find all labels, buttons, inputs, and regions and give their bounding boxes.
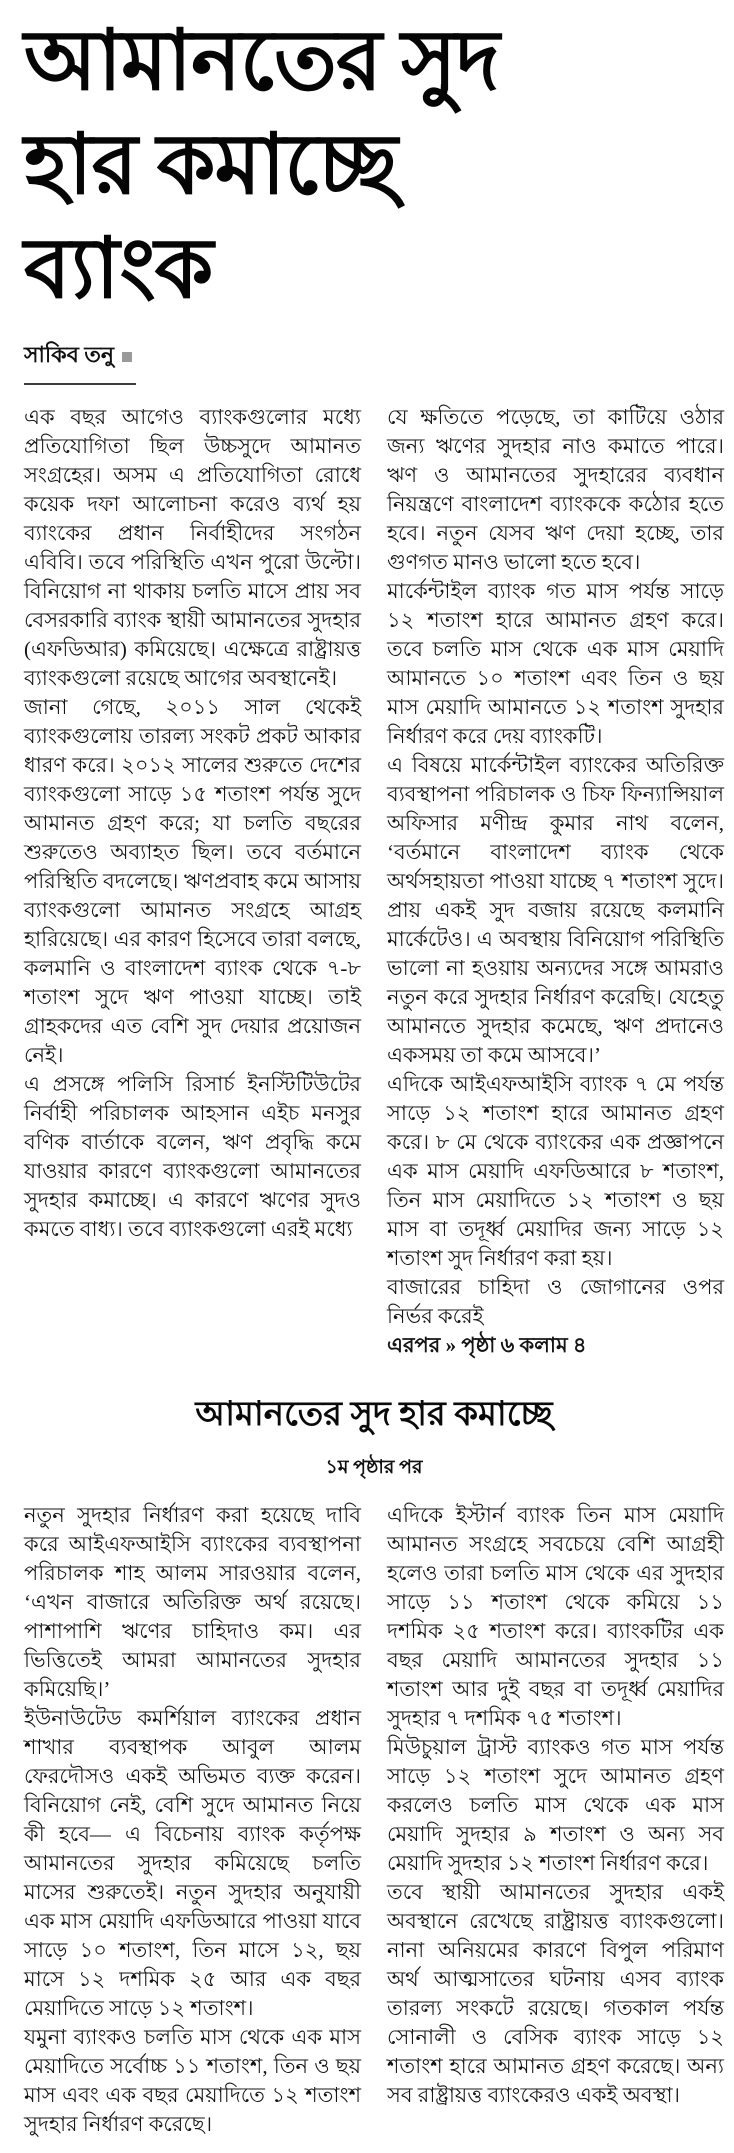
section-1-left-column <box>24 403 361 1360</box>
jump-subtitle: ১ম পৃষ্ঠার পর <box>325 1457 423 1478</box>
body-paragraph: এ প্রসঙ্গে পলিসি রিসার্চ ইনস্টিটিউটের নির্বাহী পরিচালক আহসান এইচ মনসুর বণিক বার্তাকে বলেন, ঋণ প্রবৃদ্ধি কমে যাওয়ার কারণে ব্যাংকগুলো আমানতের সুদহার কমাচ্ছে। এ কারণে ঋণের সুদও কমতে বাধ্য। তবে ব্যাংকগুলো এরই মধ্যে <box>24 1072 361 1241</box>
section-1-columns <box>24 403 724 1360</box>
body-paragraph: যমুনা ব্যাংকও চলতি মাস থেকে এক মাস মেয়াদিতে সর্বোচ্চ ১১ শতাংশ, তিন ও ছয় মাস এবং এক বছর মেয়াদিতে ১২ শতাংশ সুদহার নির্ধারণ করেছে। <box>24 2025 361 2136</box>
byline <box>24 338 724 385</box>
body-paragraph: এদিকে ইস্টার্ন ব্যাংক তিন মাস মেয়াদি আমানত সংগ্রহে সবচেয়ে বেশি আগ্রহী হলেও তারা চলতি মাস থেকে এর সুদহার সাড়ে ১১ শতাংশ থেকে কমিয়ে ১১ দশমিক ২৫ শতাংশ করে। ব্যাংকটির এক বছর মেয়াদি আমানতের সুদহার ১১ শতাংশ আর দুই বছর বা তদূর্ধ্ব মেয়াদির সুদহার ৭ দশমিক ৭৫ শতাংশ। <box>387 1503 724 1730</box>
section-2-columns <box>24 1501 724 2139</box>
body-paragraph: মার্কেন্টাইল ব্যাংক গত মাস পর্যন্ত সাড়ে ১২ শতাংশ হারে আমানত গ্রহণ করে। তবে চলতি মাস থেকে এক মাস মেয়াদি আমানতে ১০ শতাংশ এবং তিন ও ছয় মাস মেয়াদি আমানতে ১২ শতাংশ সুদহার নির্ধারণ করে দেয় ব্যাংকটি। <box>387 579 724 748</box>
body-paragraph: এক বছর আগেও ব্যাংকগুলোর মধ্যে প্রতিযোগিতা ছিল উচ্চসুদে আমানত সংগ্রহের। অসম এ প্রতিযোগিতা রোধে কয়েক দফা আলোচনা করেও ব্যর্থ হয় ব্যাংকের প্রধান নির্বাহীদের সংগঠন এবিবি। তবে পরিস্থিতি এখন পুরো উল্টো। বিনিয়োগ না থাকায় চলতি মাসে প্রায় সব বেসরকারি ব্যাংক স্থায়ী আমানতের সুদহার (এফডিআর) কমিয়েছে। এক্ষেত্রে রাষ্ট্রায়ত্ত ব্যাংকগুলো রয়েছে আগের অবস্থানেই। <box>24 405 361 690</box>
main-headline <box>24 10 724 322</box>
main-headline-line-3: ব্যাংক <box>24 223 213 316</box>
continuation-note: এরপর » পৃষ্ঠা ৬ কলাম ৪ <box>387 1333 587 1357</box>
section-2-right-column <box>387 1501 724 2139</box>
body-paragraph: এদিকে আইএফআইসি ব্যাংক ৭ মে পর্যন্ত সাড়ে ১২ শতাংশ হারে আমানত গ্রহণ করে। ৮ মে থেকে ব্যাংকের এক প্রজ্ঞাপনে এক মাস মেয়াদি এফডিআরে ৮ শতাংশ, তিন মাস মেয়াদিতে ১২ শতাংশ ও ছয় মাস বা তদূর্ধ্ব মেয়াদির জন্য সাড়ে ১২ শতাংশ সুদ নির্ধারণ করা হয়। <box>387 1072 724 1270</box>
byline-rule <box>24 383 136 385</box>
section-1-right-column <box>387 403 724 1360</box>
body-paragraph: নতুন সুদহার নির্ধারণ করা হয়েছে দাবি করে আইএফআইসি ব্যাংকের ব্যবস্থাপনা পরিচালক শাহ আলম সারওয়ার বলেন, ‘এখন বাজারে অতিরিক্ত অর্থ রয়েছে। পাশাপাশি ঋণের চাহিদাও কম। এর ভিত্তিতেই আমরা আমানতের সুদহার কমিয়েছি।’ <box>24 1503 361 1701</box>
main-headline-line-2: হার কমাচ্ছে <box>24 119 397 212</box>
byline-square-icon <box>122 352 132 362</box>
body-paragraph: তবে স্থায়ী আমানতের সুদহার একই অবস্থানে রেখেছে রাষ্ট্রায়ত্ত ব্যাংকগুলো। নানা অনিয়মের কারণে বিপুল পরিমাণ অর্থ আত্মসাতের ঘটনায় এসব ব্যাংক তারল্য সংকটে রয়েছে। গতকাল পর্যন্ত সোনালী ও বেসিক ব্যাংক সাড়ে ১২ শতাংশ হারে আমানত গ্রহণ করেছে। অন্য সব রাষ্ট্রায়ত্ত ব্যাংকেরও একই অবস্থা। <box>387 1880 724 2107</box>
jump-section <box>24 1388 724 2139</box>
body-paragraph: এ বিষয়ে মার্কেন্টাইল ব্যাংকের অতিরিক্ত ব্যবস্থাপনা পরিচালক ও চিফ ফিন্যান্সিয়াল অফিসার মণীন্দ্র কুমার নাথ বলেন, ‘বর্তমানে বাংলাদেশ ব্যাংক থেকে অর্থসহায়তা পাওয়া যাচ্ছে ৭ শতাংশ সুদে। প্রায় একই সুদ বজায় রয়েছে কলমানি মার্কেটেও। এ অবস্থায় বিনিয়োগ পরিস্থিতি ভালো না হওয়ায় অন্যদের সঙ্গে আমরাও নতুন করে সুদহার নির্ধারণ করেছি। যেহেতু আমানতে সুদহার কমেছে, ঋণ প্রদানেও একসময় তা কমে আসবে।’ <box>387 753 724 1067</box>
main-headline-line-1: আমানতের সুদ <box>24 15 499 108</box>
body-paragraph: বাজারের চাহিদা ও জোগানের ওপর নির্ভর করেই <box>387 1275 724 1328</box>
section-2-left-column <box>24 1501 361 2139</box>
body-paragraph: ইউনাউটেড কমর্শিয়াল ব্যাংকের প্রধান শাখার ব্যবস্থাপক আবুল আলম ফেরদৌসও একই অভিমত ব্যক্ত করেন। বিনিয়োগ নেই, বেশি সুদে আমানত নিয়ে কী হবে— এ বিচেনায় ব্যাংক কর্তৃপক্ষ আমানতের সুদহার কমিয়েছে চলতি মাসের শুরুতেই। নতুন সুদহার অনুযায়ী এক মাস মেয়াদি এফডিআরে পাওয়া যাবে সাড়ে ১০ শতাংশ, তিন মাসে ১২, ছয় মাসে ১২ দশমিক ২৫ আর এক বছর মেয়াদিতে সাড়ে ১২ শতাংশ। <box>24 1706 361 2020</box>
byline-author: সাকিব তনু <box>24 342 114 367</box>
body-paragraph: যে ক্ষতিতে পড়েছে, তা কাটিয়ে ওঠার জন্য ঋণের সুদহার নাও কমাতে পারে। ঋণ ও আমানতের সুদহারের ব্যবধান নিয়ন্ত্রণে বাংলাদেশ ব্যাংককে কঠোর হতে হবে। নতুন যেসব ঋণ দেয়া হচ্ছে, তার গুণগত মানও ভালো হতে হবে। <box>387 405 724 574</box>
body-paragraph: মিউচুয়াল ট্রাস্ট ব্যাংকও গত মাস পর্যন্ত সাড়ে ১২ শতাংশ সুদে আমানত গ্রহণ করলেও চলতি মাস থেকে এক মাস মেয়াদি সুদহার ৯ শতাংশ ও অন্য সব মেয়াদি সুদহার ১২ শতাংশ নির্ধারণ করে। <box>387 1735 724 1875</box>
body-paragraph: জানা গেছে, ২০১১ সাল থেকেই ব্যাংকগুলোয় তারল্য সংকট প্রকট আকার ধারণ করে। ২০১২ সালের শুরুতে দেশের ব্যাংকগুলো সাড়ে ১৫ শতাংশ পর্যন্ত সুদে আমানত গ্রহণ করে; যা চলতি বছরের শুরুতেও অব্যাহত ছিল। তবে বর্তমানে পরিস্থিতি বদলেছে। ঋণপ্রবাহ কমে আসায় ব্যাংকগুলো আমানত সংগ্রহে আগ্রহ হারিয়েছে। এর কারণ হিসেবে তারা বলছে, কলমানি ও বাংলাদেশ ব্যাংক থেকে ৭-৮ শতাংশ সুদে ঋণ পাওয়া যাচ্ছে। তাই গ্রাহকদের এত বেশি সুদ দেয়ার প্রয়োজন নেই। <box>24 695 361 1067</box>
jump-headline: আমানতের সুদ হার কমাচ্ছে <box>195 1396 553 1433</box>
